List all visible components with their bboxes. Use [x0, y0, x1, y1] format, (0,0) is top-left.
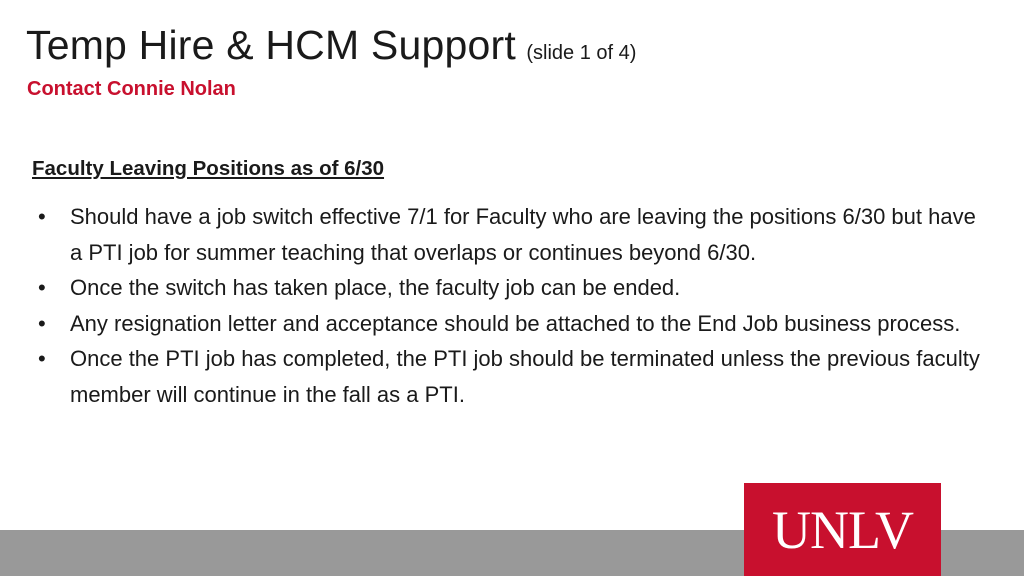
bullet-text: Once the PTI job has completed, the PTI job should be terminated unless the previous faculty member will continue in the fall as a PTI.	[70, 346, 980, 407]
unlv-logo	[744, 483, 941, 576]
slide-number-label: (slide 1 of 4)	[526, 42, 637, 64]
bullet-item	[32, 199, 982, 270]
slide-title	[26, 22, 636, 69]
bullet-dot-icon: •	[38, 310, 46, 336]
section-heading: Faculty Leaving Positions as of 6/30	[32, 157, 385, 180]
bullet-item	[32, 306, 982, 342]
bullet-text: Any resignation letter and acceptance should be attached to the End Job business process.	[70, 310, 961, 336]
logo-text: UNLV	[771, 499, 914, 560]
bullet-dot-icon: •	[38, 275, 46, 300]
bullet-text: Should have a job switch effective 7/1 for Faculty who are leaving the positions 6/30 but have a PTI job for summer teaching that overlaps or continues beyond 6/30.	[70, 204, 976, 265]
bullet-item	[32, 341, 982, 412]
bullet-dot-icon: •	[38, 346, 46, 371]
bullet-text: Once the switch has taken place, the faculty job can be ended.	[70, 275, 681, 300]
slide-title-text: Temp Hire & HCM Support	[26, 22, 516, 68]
bullet-item	[32, 270, 982, 306]
contact-line: Contact Connie Nolan	[27, 78, 236, 100]
bullet-dot-icon: •	[38, 204, 46, 229]
bullet-list	[32, 199, 982, 412]
